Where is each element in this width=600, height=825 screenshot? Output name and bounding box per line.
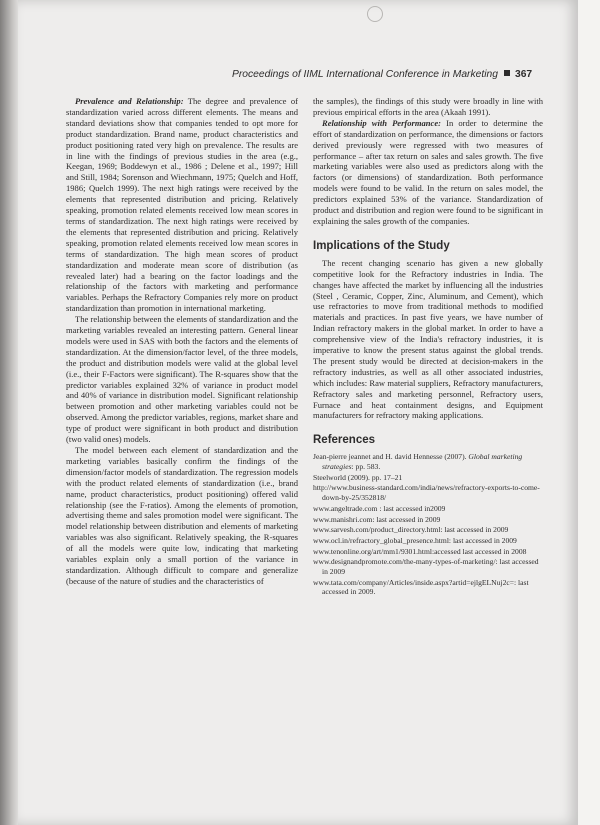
run-in-heading: Relationship with Performance:: [322, 117, 441, 128]
paragraph-text: The degree and prevalence of standardization varied across different elements. The means and standard deviations show that companies tended to opt more for product standardization. Brand name, product characteristics and product positioning rated very high on prevalence. The results are in line with the findings of previous studies in the area (e.g., Keegan, 1969; Boddewyn et al., 1986 ; Delene et al., 1997; Hill and Still, 1984; Sorenson and Wiechmann, 1975; Quelch and Hoff, 1986; Quelch 1999). The next high ratings were received by the elements that represented distribution and pricing. Relatively speaking, promotion related elements received low mean scores in terms of standardization. The next high ratings were received by the elements that represented distribution and pricing. Relatively speaking, promotion related elements received low mean scores in terms of standardization. The high mean scores of product standardization and moderate mean score of distribution (as revealed later) had a bearing on the factor loadings and the relationship of the factors with marketing and performance variables. Perhaps the Refractory Companies rely more on product standardization than promotion in international marketing.: [66, 96, 299, 314]
left-column: [66, 96, 298, 587]
punch-hole-icon: [367, 6, 383, 22]
running-header: [232, 69, 554, 83]
paragraph-performance: [313, 118, 543, 227]
reference-item: [313, 504, 543, 514]
reference-text: Jean-pierre jeannet and H. david Hennesse (2007).: [313, 452, 469, 462]
run-in-heading: Prevalence and Relationship:: [75, 96, 184, 106]
reference-text: : pp. 583.: [351, 461, 381, 471]
reference-title: Global marketing strategies: [322, 452, 523, 471]
reference-text: www.ocl.in/refractory_global_presence.html: last accessed in 2009: [313, 535, 517, 545]
reference-text: www.sarvesh.com/product_directory.html: last accessed in 2009: [313, 525, 509, 535]
reference-item: [313, 473, 543, 483]
paragraph-model-elements: The model between each element of standardization and the marketing variables basically confirm the findings of the dimension/factor models of standardization. The regression models with the product related elements of standardization (i.e., brand name, product characteristics, product positioning) offered valid relationship (see the F-ratios). Among the elements of promotion, advertising theme and sales promotion model were significant. The model relationship between distribution and elements of marketing variables was also significant. Relatively speaking, the R-squares of all the models were quite low, indicating that marketing variables explain only a small portion of the variance in standardization. Although difficult to compare and generalize (because of the nature of studies and the characteristics of: [66, 445, 298, 586]
reference-text: www.tata.com/company/Articles/inside.aspx?artid=ejlgELNuj2c=: last accessed in 2009.: [313, 577, 529, 597]
section-heading-implications: Implications of the Study: [313, 239, 450, 252]
reference-text: www.angeltrade.com : last accessed in2009: [313, 503, 446, 513]
reference-text: www.tenonline.org/art/mm1/9301.html:accessed last accessed in 2008: [313, 546, 527, 556]
page-number: 367: [514, 69, 533, 80]
reference-item: [313, 578, 543, 597]
reference-item: [313, 452, 543, 471]
reference-item: [313, 525, 543, 535]
reference-text: www.designandpromote.com/the-many-types-of-marketing/: last accessed in 2009: [313, 557, 539, 577]
right-column: [313, 96, 543, 598]
paragraph-relationship-elements: The relationship between the elements of standardization and the marketing variables revealed an interesting pattern. General linear models were used in SAS with both the factors and the elements of standardization. At the dimension/factor level, of the three models, the product and distribution models were valid at the global level (i.e., their F-Factors were significant). The R-squares show that the predictor variables explained 32% of variance in product model and 40% of variance in distribution model. Significant relationship between promotion and other marketing variables could not be observed. Among the predictor variables, regions, market share and type of product were significant in both product and distribution (two valid ones) models.: [66, 314, 298, 445]
square-bullet-icon: [504, 70, 510, 76]
paragraph-prevalence: [66, 96, 298, 314]
reference-item: [313, 483, 543, 502]
paragraph-continued: the samples), the findings of this study were broadly in line with previous empirical efforts in the area (Akaah 1991).: [313, 96, 543, 117]
section-heading-references: References: [313, 434, 376, 447]
reference-text: http://www.business-standard.com/india/news/refractory-exports-to-come-down-by-25/352818/: [313, 483, 540, 503]
paragraph-implications: The recent changing scenario has given a new globally competitive look for the Refractory industries in India. The changes have affected the market by influencing all the industries (Steel , Ceramic, Copper, Zinc, Aluminum, and Cement), which use refractories to move from traditional methods to modified materials and practices. In past five years, we have number of Indian refractory makers in the global market. In order to have a comprehensive view of the India's refractory industries, it is imperative to know the present status against the global trends. The present study would be directed at decision-makers in the refractory industries, as well as all other associated industries, which includes: Raw material suppliers, Refractory manufacturers, Refractory sales and marketing personnel, Refractory users, Furnace and heat containment designs, and Equipment manufacturers for refractory making applications.: [313, 257, 543, 421]
reference-item: [313, 515, 543, 525]
reference-text: www.manishri.com: last accessed in 2009: [313, 514, 441, 524]
reference-list: [313, 452, 543, 597]
reference-item: [313, 557, 543, 576]
reference-text: Steelworld (2009). pp. 17–21: [313, 472, 403, 482]
reference-item: [313, 536, 543, 546]
reference-item: [313, 547, 543, 557]
paragraph-text: In order to determine the effort of standardization on performance, the dimensions or factors derived previously were regressed with two measures of performance – after tax return on sales and sales growth. The five marketing variables were also used as predictors along with the factors (or dimensions) of standardization. Both performance models were found to be valid. In the return on sales model, the predictors explained 53% of the variance. Standardization of product and distribution and region were found to be significant in explaining the sales growth of the companies.: [313, 117, 543, 226]
running-title: Proceedings of IIML International Conference in Marketing: [232, 69, 498, 80]
